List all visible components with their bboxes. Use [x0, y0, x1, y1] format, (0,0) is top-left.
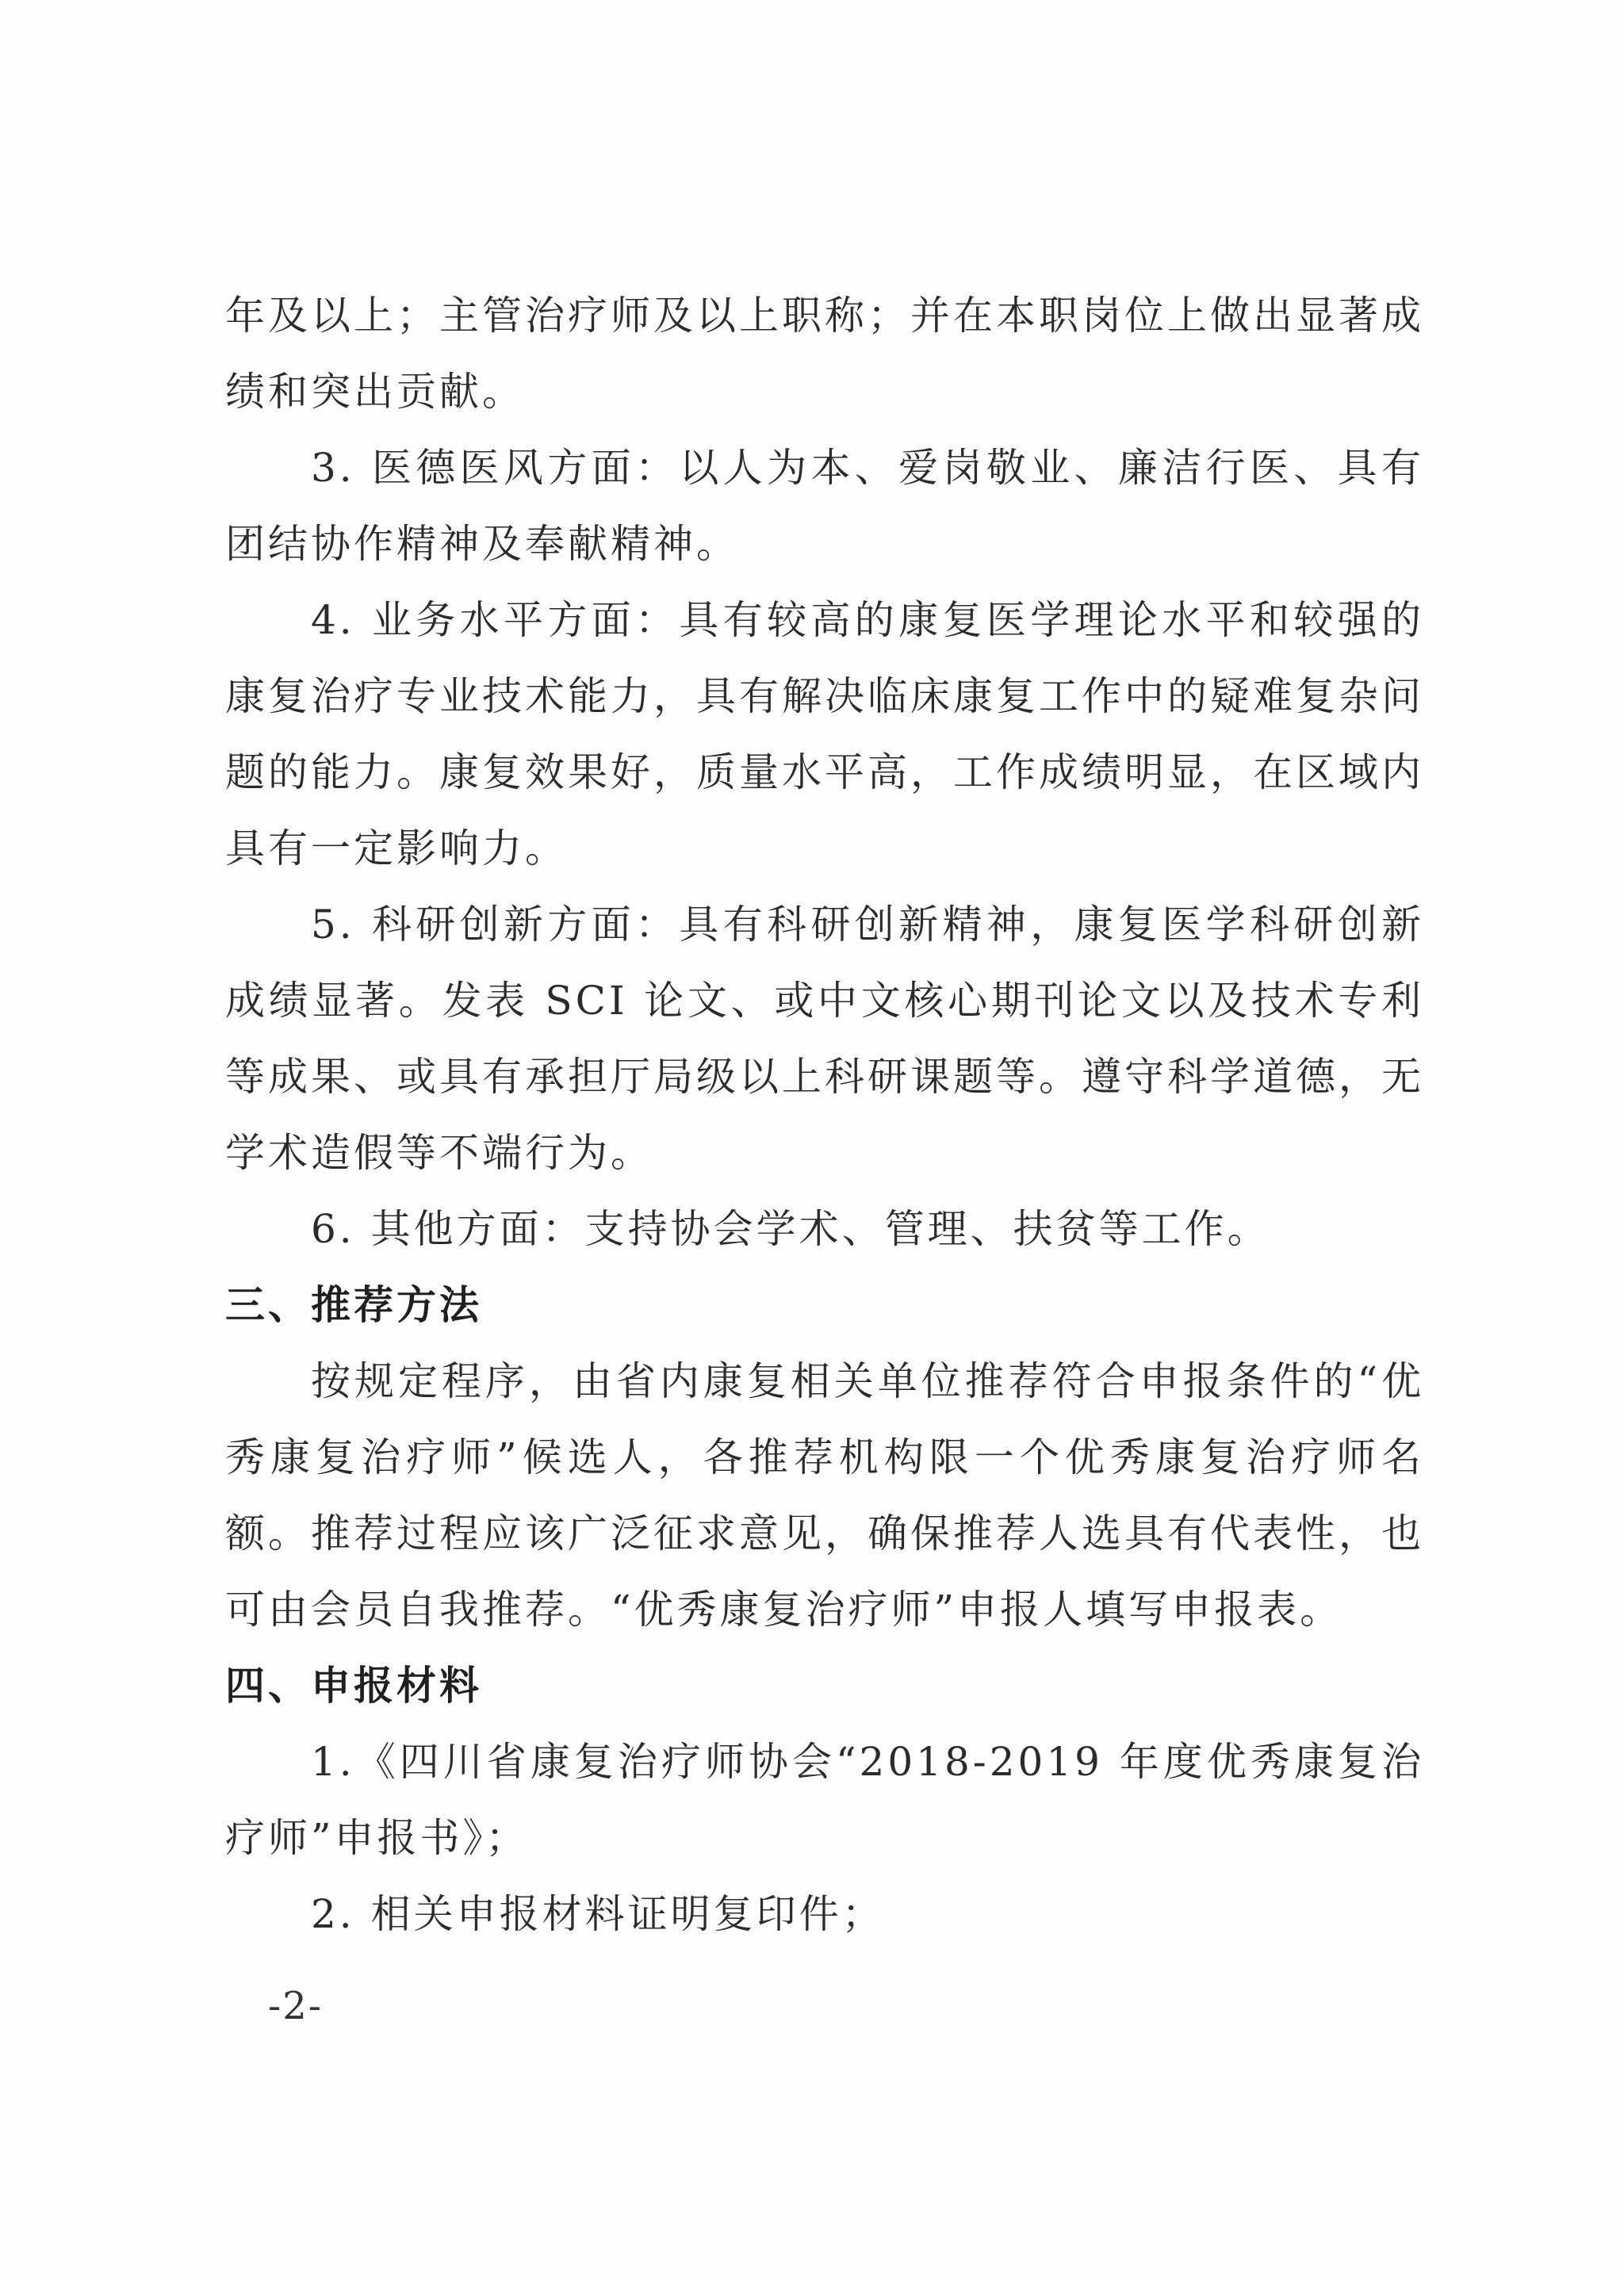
paragraph-item-5: 5. 科研创新方面：具有科研创新精神，康复医学科研创新成绩显著。发表 SCI 论文、或中文核心期刊论文以及技术专利等成果、或具有承担厅局级以上科研课题等。遵守科学道德，无学术造假等不端行为。 — [225, 902, 1424, 1176]
section-heading-4: 四、申报材料 — [225, 1663, 482, 1709]
paragraph-item-4: 4. 业务水平方面：具有较高的康复医学理论水平和较强的康复治疗专业技术能力，具有解决临床康复工作中的疑难复杂问题的能力。康复效果好，质量水平高，工作成绩明显，在区域内具有一定影响力。 — [225, 597, 1424, 871]
paragraph-item-3: 3. 医德医风方面：以人为本、爱岗敬业、廉洁行医、具有团结协作精神及奉献精神。 — [225, 445, 1424, 567]
paragraph-item-6: 6. 其他方面：支持协会学术、管理、扶贫等工作。 — [311, 1206, 1270, 1252]
paragraph-material-2: 2. 相关申报材料证明复印件； — [311, 1891, 885, 1937]
paragraph-material-1: 1.《四川省康复治疗师协会“2018-2019 年度优秀康复治疗师”申报书》； — [225, 1739, 1424, 1861]
page-number: -2- — [268, 1984, 323, 2028]
paragraph-continuation: 年及以上；主管治疗师及以上职称；并在本职岗位上做出显著成绩和突出贡献。 — [225, 293, 1424, 415]
paragraph-recommendation: 按规定程序，由省内康复相关单位推荐符合申报条件的“优秀康复治疗师”候选人，各推荐机构限一个优秀康复治疗师名额。推荐过程应该广泛征求意见，确保推荐人选具有代表性，也可由会员自我推荐。“优秀康复治疗师”申报人填写申报表。 — [225, 1358, 1424, 1633]
document-body — [225, 278, 1424, 1952]
section-heading-3: 三、推荐方法 — [225, 1282, 482, 1328]
